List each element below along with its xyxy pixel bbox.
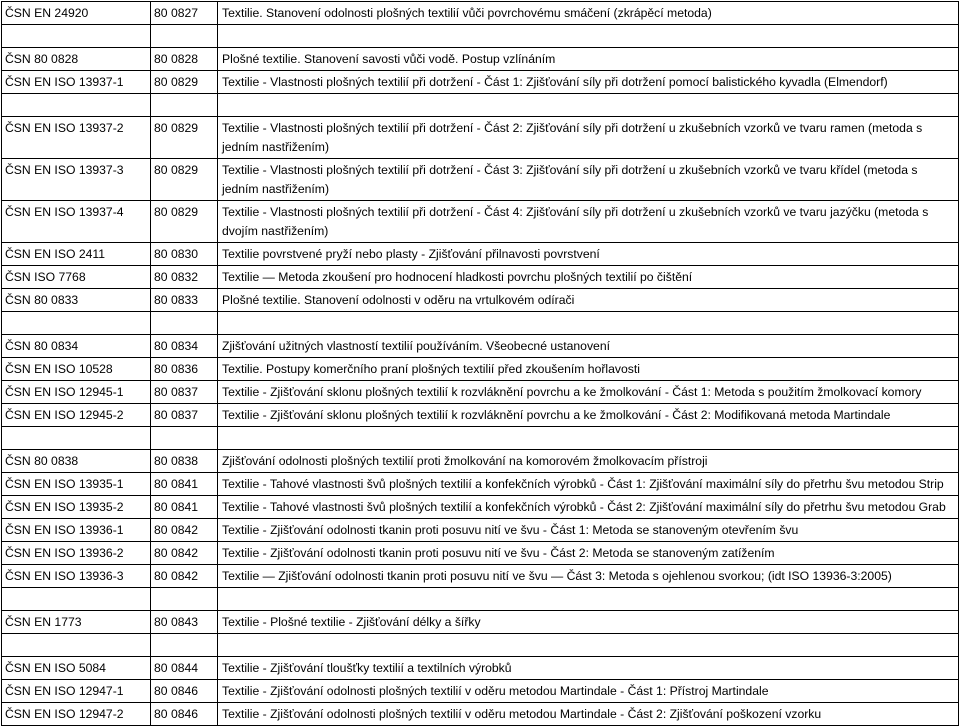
standards-table-body [2,2,959,726]
class-code-cell: 80 0846 [151,680,218,703]
spacer-row [2,427,959,450]
table-row [2,542,959,565]
table-row [2,335,959,358]
table-row [2,117,959,159]
table-row [2,611,959,634]
class-code-cell: 80 0842 [151,565,218,588]
standard-number-cell: ČSN EN ISO 13937-4 [2,201,151,243]
standard-title-cell: Textilie. Stanovení odolnosti plošných textilií vůči povrchovému smáčení (zkrápěcí metoda) [218,2,959,25]
empty-cell [2,634,151,657]
standard-number-cell: ČSN EN ISO 10528 [2,358,151,381]
table-row [2,404,959,427]
standard-number-cell: ČSN EN ISO 12945-1 [2,381,151,404]
standard-number-cell: ČSN EN ISO 13937-1 [2,71,151,94]
standard-title-cell: Textilie povrstvené pryží nebo plasty - Zjišťování přilnavosti povrstvení [218,243,959,266]
table-row [2,703,959,726]
standard-title-cell: Textilie - Vlastnosti plošných textilií při dotržení - Část 4: Zjišťování síly při dotržení u zkušebních vzorků ve tvaru jazýčku (metoda s dvojím nastřižením) [218,201,959,243]
table-row [2,473,959,496]
table-row [2,201,959,243]
standard-title-cell: Textilie - Vlastnosti plošných textilií při dotržení - Část 2: Zjišťování síly při dotržení u zkušebních vzorků ve tvaru ramen (metoda s jedním nastřižením) [218,117,959,159]
table-row [2,450,959,473]
empty-cell [151,427,218,450]
standard-number-cell: ČSN 80 0828 [2,48,151,71]
standard-number-cell: ČSN EN ISO 13936-1 [2,519,151,542]
empty-cell [218,25,959,48]
standard-title-cell: Plošné textilie. Stanovení savosti vůči vodě. Postup vzlínáním [218,48,959,71]
standard-number-cell: ČSN 80 0838 [2,450,151,473]
table-row [2,657,959,680]
class-code-cell: 80 0842 [151,542,218,565]
standard-title-cell: Plošné textilie. Stanovení odolnosti v oděru na vrtulkovém odírači [218,289,959,312]
table-row [2,2,959,25]
class-code-cell: 80 0833 [151,289,218,312]
class-code-cell: 80 0829 [151,71,218,94]
spacer-row [2,312,959,335]
class-code-cell: 80 0837 [151,381,218,404]
table-row [2,289,959,312]
class-code-cell: 80 0842 [151,519,218,542]
standard-title-cell: Textilie - Tahové vlastnosti švů plošných textilií a konfekčních výrobků - Část 2: Zjišťování maximální síly do přetrhu švu metodou Grab [218,496,959,519]
table-row [2,358,959,381]
class-code-cell: 80 0832 [151,266,218,289]
standard-number-cell: ČSN EN ISO 13935-2 [2,496,151,519]
standard-title-cell: Zjišťování užitných vlastností textilií používáním. Všeobecné ustanovení [218,335,959,358]
standards-table [1,1,959,726]
empty-cell [151,94,218,117]
table-row [2,519,959,542]
standard-number-cell: ČSN EN ISO 12947-1 [2,680,151,703]
empty-cell [218,94,959,117]
standard-title-cell: Textilie - Plošné textilie - Zjišťování délky a šířky [218,611,959,634]
empty-cell [2,588,151,611]
standard-number-cell: ČSN 80 0834 [2,335,151,358]
standard-title-cell: Textilie - Zjišťování odolnosti plošných textilií v oděru metodou Martindale - Část 2: Zjišťování poškození vzorku [218,703,959,726]
class-code-cell: 80 0829 [151,159,218,201]
standard-title-cell: Textilie - Zjišťování sklonu plošných textilií k rozvláknění povrchu a ke žmolkování - Část 2: Modifikovaná metoda Martindale [218,404,959,427]
standard-title-cell: Zjišťování odolnosti plošných textilií proti žmolkování na komorovém žmolkovacím přístroji [218,450,959,473]
empty-cell [2,312,151,335]
table-row [2,565,959,588]
standard-title-cell: Textilie - Zjišťování odolnosti tkanin proti posuvu nití ve švu - Část 1: Metoda se stanoveným otevřením švu [218,519,959,542]
class-code-cell: 80 0841 [151,496,218,519]
class-code-cell: 80 0837 [151,404,218,427]
standard-title-cell: Textilie - Zjišťování odolnosti plošných textilií v oděru metodou Martindale - Část 1: Přístroj Martindale [218,680,959,703]
empty-cell [2,94,151,117]
class-code-cell: 80 0844 [151,657,218,680]
spacer-row [2,25,959,48]
class-code-cell: 80 0841 [151,473,218,496]
empty-cell [218,312,959,335]
empty-cell [218,588,959,611]
empty-cell [218,427,959,450]
class-code-cell: 80 0829 [151,117,218,159]
standard-number-cell: ČSN EN ISO 13937-3 [2,159,151,201]
class-code-cell: 80 0829 [151,201,218,243]
spacer-row [2,634,959,657]
table-row [2,266,959,289]
class-code-cell: 80 0836 [151,358,218,381]
table-row [2,496,959,519]
standard-title-cell: Textilie — Metoda zkoušení pro hodnocení hladkosti povrchu plošných textilií po čištění [218,266,959,289]
standard-title-cell: Textilie. Postupy komerčního praní plošných textilií před zkoušením hořlavosti [218,358,959,381]
class-code-cell: 80 0830 [151,243,218,266]
spacer-row [2,94,959,117]
class-code-cell: 80 0846 [151,703,218,726]
empty-cell [151,312,218,335]
standard-number-cell: ČSN EN 1773 [2,611,151,634]
standard-title-cell: Textilie - Tahové vlastnosti švů plošných textilií a konfekčních výrobků - Část 1: Zjišťování maximální síly do přetrhu švu metodou Strip [218,473,959,496]
empty-cell [151,25,218,48]
table-row [2,680,959,703]
empty-cell [151,588,218,611]
class-code-cell: 80 0828 [151,48,218,71]
standard-title-cell: Textilie - Zjišťování tloušťky textilií a textilních výrobků [218,657,959,680]
standard-number-cell: ČSN EN 24920 [2,2,151,25]
table-row [2,159,959,201]
class-code-cell: 80 0834 [151,335,218,358]
table-row [2,381,959,404]
spacer-row [2,588,959,611]
standard-number-cell: ČSN ISO 7768 [2,266,151,289]
standard-number-cell: ČSN EN ISO 12945-2 [2,404,151,427]
class-code-cell: 80 0827 [151,2,218,25]
standard-title-cell: Textilie - Zjišťování odolnosti tkanin proti posuvu nití ve švu - Část 2: Metoda se stanoveným zatížením [218,542,959,565]
empty-cell [218,634,959,657]
empty-cell [2,427,151,450]
table-row [2,243,959,266]
standard-title-cell: Textilie - Vlastnosti plošných textilií při dotržení - Část 1: Zjišťování síly při dotržení pomocí balistického kyvadla (Elmendorf) [218,71,959,94]
standard-title-cell: Textilie - Vlastnosti plošných textilií při dotržení - Část 3: Zjišťování síly při dotržení u zkušebních vzorků ve tvaru křídel (metoda s jedním nastřižením) [218,159,959,201]
standard-number-cell: ČSN EN ISO 13936-3 [2,565,151,588]
standard-number-cell: ČSN 80 0833 [2,289,151,312]
empty-cell [151,634,218,657]
empty-cell [2,25,151,48]
table-row [2,71,959,94]
standard-number-cell: ČSN EN ISO 2411 [2,243,151,266]
standard-number-cell: ČSN EN ISO 5084 [2,657,151,680]
standard-title-cell: Textilie — Zjišťování odolnosti tkanin proti posuvu nití ve švu — Část 3: Metoda s ojehlenou svorkou; (idt ISO 13936-3:2005) [218,565,959,588]
standard-title-cell: Textilie - Zjišťování sklonu plošných textilií k rozvláknění povrchu a ke žmolkování - Část 1: Metoda s použitím žmolkovací komory [218,381,959,404]
class-code-cell: 80 0843 [151,611,218,634]
class-code-cell: 80 0838 [151,450,218,473]
standard-number-cell: ČSN EN ISO 13936-2 [2,542,151,565]
table-row [2,48,959,71]
standard-number-cell: ČSN EN ISO 12947-2 [2,703,151,726]
standard-number-cell: ČSN EN ISO 13937-2 [2,117,151,159]
standard-number-cell: ČSN EN ISO 13935-1 [2,473,151,496]
